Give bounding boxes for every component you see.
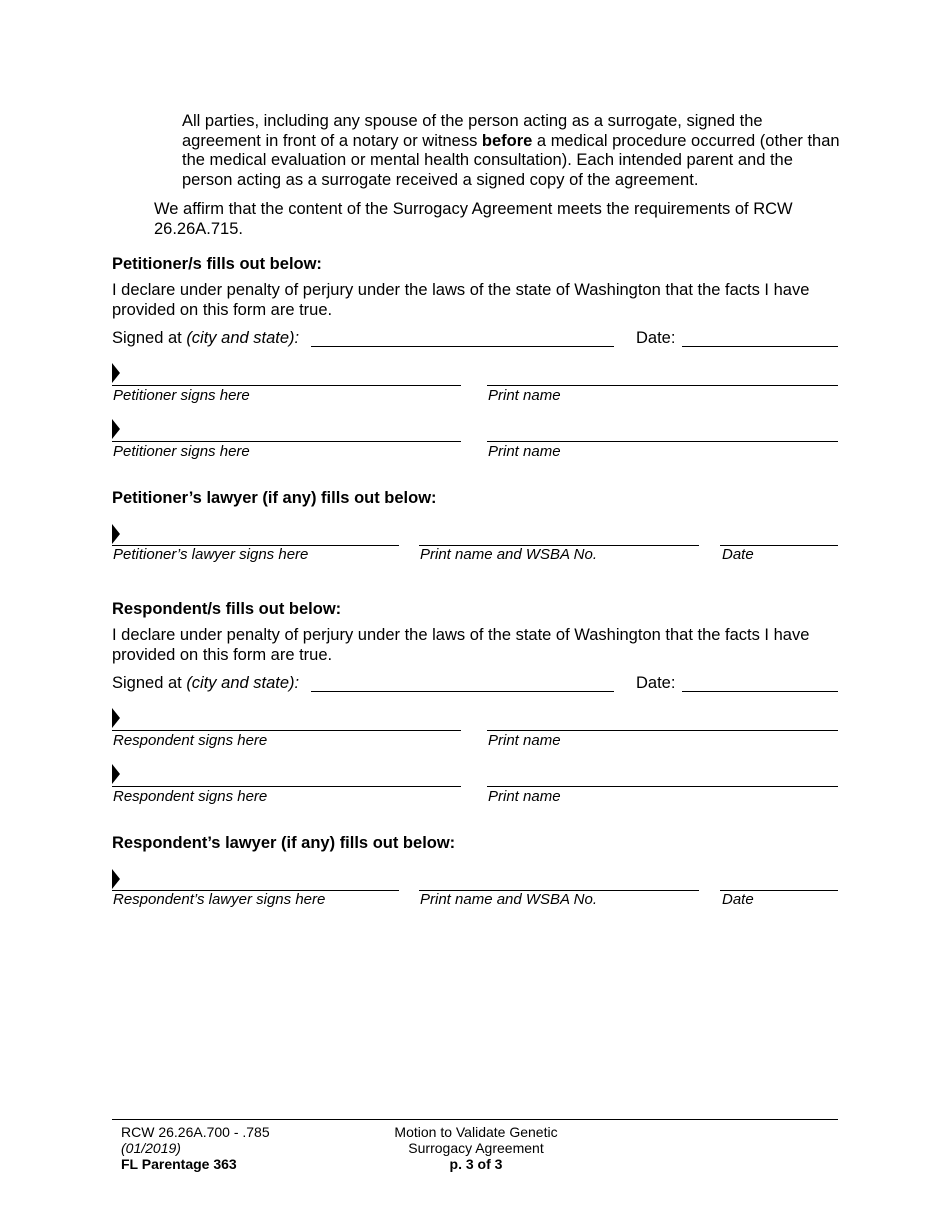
respondent2-print-caption: Print name — [488, 788, 561, 805]
petitioner1-sign-caption: Petitioner signs here — [113, 387, 250, 404]
respondent1-print-caption: Print name — [488, 732, 561, 749]
respondent-date-label: Date: — [636, 674, 676, 692]
footer-page-number: p. 3 of 3 — [449, 1156, 503, 1172]
petitioner1-print-caption: Print name — [488, 387, 561, 404]
sign-arrow-icon — [112, 524, 120, 544]
notary-statement-part1: All parties, including any spouse of the person acting as a surrogate, signed the agreement in front of a notary or witness — [182, 112, 763, 150]
respondent-lawyer-print-caption: Print name and WSBA No. — [420, 891, 598, 908]
notary-statement-part2: a medical procedure occurred (other than the medical evaluation or mental health consultation). Each intended parent and the person acting as a surrogate received a signed copy of the agreement. — [182, 131, 840, 189]
respondent-lawyer-sign-caption: Respondent’s lawyer signs here — [113, 891, 326, 908]
respondent1-sign-caption: Respondent signs here — [113, 732, 268, 749]
sign-arrow-icon — [112, 363, 120, 383]
respondent-heading: Respondent/s fills out below: — [112, 600, 342, 618]
sign-arrow-icon — [112, 869, 120, 889]
respondent1-print-name-field[interactable] — [487, 730, 838, 731]
footer-statute: RCW 26.26A.700 - .785 — [121, 1124, 270, 1140]
petitioner-lawyer-date-caption: Date — [722, 546, 754, 563]
footer-title-line1: Motion to Validate Genetic — [394, 1124, 558, 1140]
sign-arrow-icon — [112, 419, 120, 439]
respondent1-signature-field[interactable] — [112, 730, 461, 731]
respondent2-print-name-field[interactable] — [487, 786, 838, 787]
signed-at-text: Signed at — [112, 329, 187, 347]
petitioner2-signature-field[interactable] — [112, 441, 461, 442]
sign-arrow-icon — [112, 708, 120, 728]
petitioner-declaration: I declare under penalty of perjury under the laws of the state of Washington that the facts I have provided on this form are true. — [112, 281, 810, 319]
sign-arrow-icon — [112, 764, 120, 784]
petitioner-date-field[interactable] — [682, 346, 838, 347]
respondent2-signature-field[interactable] — [112, 786, 461, 787]
respondent-city-state-field[interactable] — [311, 691, 614, 692]
petitioner1-print-name-field[interactable] — [487, 385, 838, 386]
petitioner1-signature-field[interactable] — [112, 385, 461, 386]
footer-title-line2: Surrogacy Agreement — [408, 1140, 544, 1156]
petitioner-date-label: Date: — [636, 329, 676, 347]
petitioner-lawyer-sign-caption: Petitioner’s lawyer signs here — [113, 546, 309, 563]
footer-rule — [112, 1119, 838, 1120]
affirmation-statement: We affirm that the content of the Surrogacy Agreement meets the requirements of RCW 26.26A.715. — [154, 200, 793, 238]
city-state-text: (city and state): — [186, 674, 300, 692]
respondent-lawyer-heading: Respondent’s lawyer (if any) fills out below: — [112, 834, 456, 852]
signed-at-text: Signed at — [112, 674, 187, 692]
respondent-lawyer-date-caption: Date — [722, 891, 754, 908]
city-state-text: (city and state): — [186, 329, 300, 347]
petitioner2-print-caption: Print name — [488, 443, 561, 460]
petitioner-heading: Petitioner/s fills out below: — [112, 255, 322, 273]
petitioner-signed-at-label — [112, 329, 299, 349]
notary-statement — [182, 112, 842, 190]
petitioner2-print-name-field[interactable] — [487, 441, 838, 442]
notary-statement-bold: before — [481, 131, 533, 150]
petitioner2-sign-caption: Petitioner signs here — [113, 443, 250, 460]
petitioner-lawyer-heading: Petitioner’s lawyer (if any) fills out below: — [112, 489, 437, 507]
petitioner-lawyer-print-caption: Print name and WSBA No. — [420, 546, 598, 563]
respondent-signed-at-label — [112, 674, 299, 694]
footer-form-id: FL Parentage 363 — [121, 1156, 237, 1172]
petitioner-city-state-field[interactable] — [311, 346, 614, 347]
respondent2-sign-caption: Respondent signs here — [113, 788, 268, 805]
footer-revision: (01/2019) — [121, 1140, 181, 1156]
respondent-date-field[interactable] — [682, 691, 838, 692]
respondent-declaration: I declare under penalty of perjury under the laws of the state of Washington that the facts I have provided on this form are true. — [112, 626, 810, 664]
